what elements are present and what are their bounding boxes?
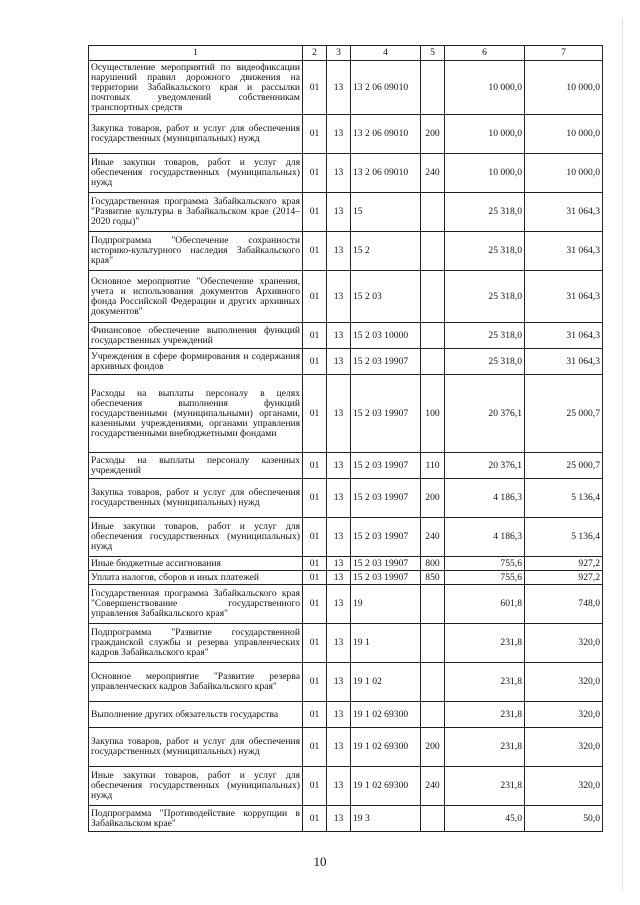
table-row bbox=[89, 115, 603, 154]
header-cell-1: 1 bbox=[89, 46, 303, 61]
row-amount-col7: 10 000,0 bbox=[525, 61, 603, 115]
row-subsection: 13 bbox=[327, 624, 351, 663]
row-expense-type bbox=[421, 624, 445, 663]
row-amount-col6: 10 000,0 bbox=[445, 61, 525, 115]
row-amount-col7: 31 064,3 bbox=[525, 232, 603, 271]
row-amount-col7: 10 000,0 bbox=[525, 115, 603, 154]
row-target-article: 19 1 bbox=[351, 624, 421, 663]
row-amount-col6: 755,6 bbox=[445, 571, 525, 585]
row-amount-col6: 25 318,0 bbox=[445, 193, 525, 232]
row-amount-col7: 320,0 bbox=[525, 663, 603, 702]
row-expense-type bbox=[421, 349, 445, 375]
row-amount-col6: 601,8 bbox=[445, 585, 525, 624]
row-subsection: 13 bbox=[327, 61, 351, 115]
header-cell-6: 6 bbox=[445, 46, 525, 61]
row-expense-type bbox=[421, 232, 445, 271]
row-expense-type bbox=[421, 585, 445, 624]
row-section: 01 bbox=[303, 702, 327, 728]
row-amount-col6: 231,8 bbox=[445, 767, 525, 806]
table-row bbox=[89, 806, 603, 832]
row-description: Подпрограмма "Обеспечение сохранности историко-культурного наследия Забайкальского края" bbox=[89, 232, 303, 271]
row-subsection: 13 bbox=[327, 702, 351, 728]
row-section: 01 bbox=[303, 806, 327, 832]
row-subsection: 13 bbox=[327, 232, 351, 271]
row-section: 01 bbox=[303, 232, 327, 271]
row-section: 01 bbox=[303, 479, 327, 518]
table-row bbox=[89, 767, 603, 806]
row-description: Уплата налогов, сборов и иных платежей bbox=[89, 571, 303, 585]
table-row bbox=[89, 349, 603, 375]
row-target-article: 15 2 03 bbox=[351, 271, 421, 323]
row-amount-col7: 25 000,7 bbox=[525, 453, 603, 479]
row-expense-type: 200 bbox=[421, 728, 445, 767]
row-description: Учреждения в сфере формирования и содержания архивных фондов bbox=[89, 349, 303, 375]
row-amount-col7: 320,0 bbox=[525, 767, 603, 806]
table-row bbox=[89, 557, 603, 571]
row-amount-col7: 748,0 bbox=[525, 585, 603, 624]
table-body bbox=[89, 61, 603, 832]
row-subsection: 13 bbox=[327, 271, 351, 323]
row-amount-col6: 231,8 bbox=[445, 624, 525, 663]
row-subsection: 13 bbox=[327, 518, 351, 557]
row-target-article: 15 bbox=[351, 193, 421, 232]
row-section: 01 bbox=[303, 375, 327, 453]
row-target-article: 15 2 03 19907 bbox=[351, 479, 421, 518]
row-section: 01 bbox=[303, 453, 327, 479]
row-target-article: 19 1 02 69300 bbox=[351, 767, 421, 806]
row-subsection: 13 bbox=[327, 115, 351, 154]
header-cell-7: 7 bbox=[525, 46, 603, 61]
row-amount-col7: 31 064,3 bbox=[525, 349, 603, 375]
table-row bbox=[89, 193, 603, 232]
row-subsection: 13 bbox=[327, 557, 351, 571]
row-section: 01 bbox=[303, 767, 327, 806]
row-expense-type: 200 bbox=[421, 115, 445, 154]
row-subsection: 13 bbox=[327, 585, 351, 624]
row-description: Государственная программа Забайкальского края "Развитие культуры в Забайкальском крае (2014–2020 годы)" bbox=[89, 193, 303, 232]
row-amount-col7: 25 000,7 bbox=[525, 375, 603, 453]
row-description: Иные бюджетные ассигнования bbox=[89, 557, 303, 571]
row-target-article: 15 2 03 10000 bbox=[351, 323, 421, 349]
row-section: 01 bbox=[303, 585, 327, 624]
row-subsection: 13 bbox=[327, 453, 351, 479]
row-expense-type: 800 bbox=[421, 557, 445, 571]
row-subsection: 13 bbox=[327, 663, 351, 702]
row-target-article: 15 2 03 19907 bbox=[351, 349, 421, 375]
row-description: Расходы на выплаты персоналу казенных учреждений bbox=[89, 453, 303, 479]
page-number: 10 bbox=[313, 854, 327, 869]
table-row bbox=[89, 453, 603, 479]
row-section: 01 bbox=[303, 115, 327, 154]
row-amount-col6: 25 318,0 bbox=[445, 271, 525, 323]
table-row bbox=[89, 585, 603, 624]
row-expense-type: 240 bbox=[421, 767, 445, 806]
table-row bbox=[89, 571, 603, 585]
row-subsection: 13 bbox=[327, 323, 351, 349]
row-description: Основное мероприятие "Развитие резерва управленческих кадров Забайкальского края" bbox=[89, 663, 303, 702]
row-amount-col7: 927,2 bbox=[525, 557, 603, 571]
row-amount-col6: 231,8 bbox=[445, 728, 525, 767]
table-row bbox=[89, 271, 603, 323]
row-expense-type bbox=[421, 193, 445, 232]
row-target-article: 13 2 06 09010 bbox=[351, 115, 421, 154]
row-target-article: 19 1 02 69300 bbox=[351, 702, 421, 728]
table-row bbox=[89, 624, 603, 663]
header-cell-5: 5 bbox=[421, 46, 445, 61]
row-amount-col6: 231,8 bbox=[445, 663, 525, 702]
table-row bbox=[89, 61, 603, 115]
row-subsection: 13 bbox=[327, 479, 351, 518]
row-section: 01 bbox=[303, 663, 327, 702]
row-subsection: 13 bbox=[327, 571, 351, 585]
row-description: Основное мероприятие "Обеспечение хранения, учета и использования документов Архивного фонда Российской Федерации и других архивных документов" bbox=[89, 271, 303, 323]
row-target-article: 13 2 06 09010 bbox=[351, 154, 421, 193]
row-amount-col7: 31 064,3 bbox=[525, 323, 603, 349]
row-expense-type: 240 bbox=[421, 154, 445, 193]
header-cell-3: 3 bbox=[327, 46, 351, 61]
row-section: 01 bbox=[303, 518, 327, 557]
row-subsection: 13 bbox=[327, 806, 351, 832]
row-description: Иные закупки товаров, работ и услуг для обеспечения государственных (муниципальных) нужд bbox=[89, 518, 303, 557]
row-amount-col7: 320,0 bbox=[525, 624, 603, 663]
row-description: Иные закупки товаров, работ и услуг для обеспечения государственных (муниципальных) нужд bbox=[89, 767, 303, 806]
row-description: Осуществление мероприятий по видеофиксации нарушений правил дорожного движения на территории Забайкальского края и рассылки почтовых уведомлений собственникам транспортных средств bbox=[89, 61, 303, 115]
row-section: 01 bbox=[303, 349, 327, 375]
row-section: 01 bbox=[303, 61, 327, 115]
row-amount-col7: 50,0 bbox=[525, 806, 603, 832]
row-amount-col7: 10 000,0 bbox=[525, 154, 603, 193]
row-amount-col7: 320,0 bbox=[525, 728, 603, 767]
row-subsection: 13 bbox=[327, 728, 351, 767]
row-target-article: 13 2 06 09010 bbox=[351, 61, 421, 115]
row-amount-col7: 320,0 bbox=[525, 702, 603, 728]
row-target-article: 15 2 03 19907 bbox=[351, 375, 421, 453]
row-amount-col6: 231,8 bbox=[445, 702, 525, 728]
table-row bbox=[89, 728, 603, 767]
row-expense-type: 850 bbox=[421, 571, 445, 585]
row-section: 01 bbox=[303, 154, 327, 193]
row-target-article: 15 2 03 19907 bbox=[351, 453, 421, 479]
row-section: 01 bbox=[303, 624, 327, 663]
row-target-article: 19 1 02 69300 bbox=[351, 728, 421, 767]
header-cell-4: 4 bbox=[351, 46, 421, 61]
row-description: Подпрограмма "Развитие государственной гражданской службы и резерва управленческих кадров Забайкальского края" bbox=[89, 624, 303, 663]
row-description: Закупка товаров, работ и услуг для обеспечения государственных (муниципальных) нужд bbox=[89, 728, 303, 767]
row-section: 01 bbox=[303, 193, 327, 232]
row-expense-type bbox=[421, 323, 445, 349]
row-expense-type bbox=[421, 806, 445, 832]
row-expense-type bbox=[421, 663, 445, 702]
row-section: 01 bbox=[303, 271, 327, 323]
row-description: Финансовое обеспечение выполнения функций государственных учреждений bbox=[89, 323, 303, 349]
row-target-article: 19 3 bbox=[351, 806, 421, 832]
row-expense-type: 110 bbox=[421, 453, 445, 479]
table-row bbox=[89, 323, 603, 349]
row-subsection: 13 bbox=[327, 375, 351, 453]
table-row bbox=[89, 479, 603, 518]
row-amount-col6: 25 318,0 bbox=[445, 323, 525, 349]
row-expense-type: 240 bbox=[421, 518, 445, 557]
row-section: 01 bbox=[303, 557, 327, 571]
row-amount-col6: 20 376,1 bbox=[445, 453, 525, 479]
row-amount-col6: 25 318,0 bbox=[445, 349, 525, 375]
row-expense-type bbox=[421, 271, 445, 323]
row-amount-col6: 20 376,1 bbox=[445, 375, 525, 453]
row-description: Иные закупки товаров, работ и услуг для обеспечения государственных (муниципальных) нужд bbox=[89, 154, 303, 193]
row-target-article: 15 2 03 19907 bbox=[351, 571, 421, 585]
row-section: 01 bbox=[303, 571, 327, 585]
row-target-article: 19 1 02 bbox=[351, 663, 421, 702]
row-amount-col7: 5 136,4 bbox=[525, 479, 603, 518]
row-section: 01 bbox=[303, 323, 327, 349]
row-expense-type bbox=[421, 702, 445, 728]
row-target-article: 15 2 03 19907 bbox=[351, 518, 421, 557]
row-target-article: 19 bbox=[351, 585, 421, 624]
row-description: Закупка товаров, работ и услуг для обеспечения государственных (муниципальных) нужд bbox=[89, 479, 303, 518]
row-amount-col6: 45,0 bbox=[445, 806, 525, 832]
row-amount-col6: 755,6 bbox=[445, 557, 525, 571]
row-amount-col7: 927,2 bbox=[525, 571, 603, 585]
header-cell-2: 2 bbox=[303, 46, 327, 61]
row-description: Государственная программа Забайкальского края "Совершенствование государственного управления Забайкальского края" bbox=[89, 585, 303, 624]
row-subsection: 13 bbox=[327, 767, 351, 806]
table-row bbox=[89, 702, 603, 728]
row-target-article: 15 2 03 19907 bbox=[351, 557, 421, 571]
row-expense-type: 100 bbox=[421, 375, 445, 453]
row-amount-col6: 10 000,0 bbox=[445, 115, 525, 154]
row-amount-col6: 4 186,3 bbox=[445, 518, 525, 557]
row-description: Закупка товаров, работ и услуг для обеспечения государственных (муниципальных) нужд bbox=[89, 115, 303, 154]
table-row bbox=[89, 375, 603, 453]
scan-edge-line bbox=[622, 20, 623, 890]
row-description: Выполнение других обязательств государства bbox=[89, 702, 303, 728]
row-description: Подпрограмма "Противодействие коррупции в Забайкальском крае" bbox=[89, 806, 303, 832]
row-description: Расходы на выплаты персоналу в целях обеспечения выполнения функций государственными (муниципальными) органами, казенными учреждениями, органами управления государственными внебюджетными фондами bbox=[89, 375, 303, 453]
row-expense-type: 200 bbox=[421, 479, 445, 518]
row-section: 01 bbox=[303, 728, 327, 767]
row-target-article: 15 2 bbox=[351, 232, 421, 271]
row-amount-col7: 5 136,4 bbox=[525, 518, 603, 557]
row-subsection: 13 bbox=[327, 154, 351, 193]
row-amount-col7: 31 064,3 bbox=[525, 193, 603, 232]
header-row bbox=[89, 46, 603, 61]
table-row bbox=[89, 154, 603, 193]
table-row bbox=[89, 232, 603, 271]
budget-table bbox=[88, 45, 603, 832]
row-subsection: 13 bbox=[327, 193, 351, 232]
row-amount-col6: 10 000,0 bbox=[445, 154, 525, 193]
table-row bbox=[89, 663, 603, 702]
table-row bbox=[89, 518, 603, 557]
row-amount-col6: 25 318,0 bbox=[445, 232, 525, 271]
row-subsection: 13 bbox=[327, 349, 351, 375]
row-amount-col6: 4 186,3 bbox=[445, 479, 525, 518]
row-amount-col7: 31 064,3 bbox=[525, 271, 603, 323]
row-expense-type bbox=[421, 61, 445, 115]
